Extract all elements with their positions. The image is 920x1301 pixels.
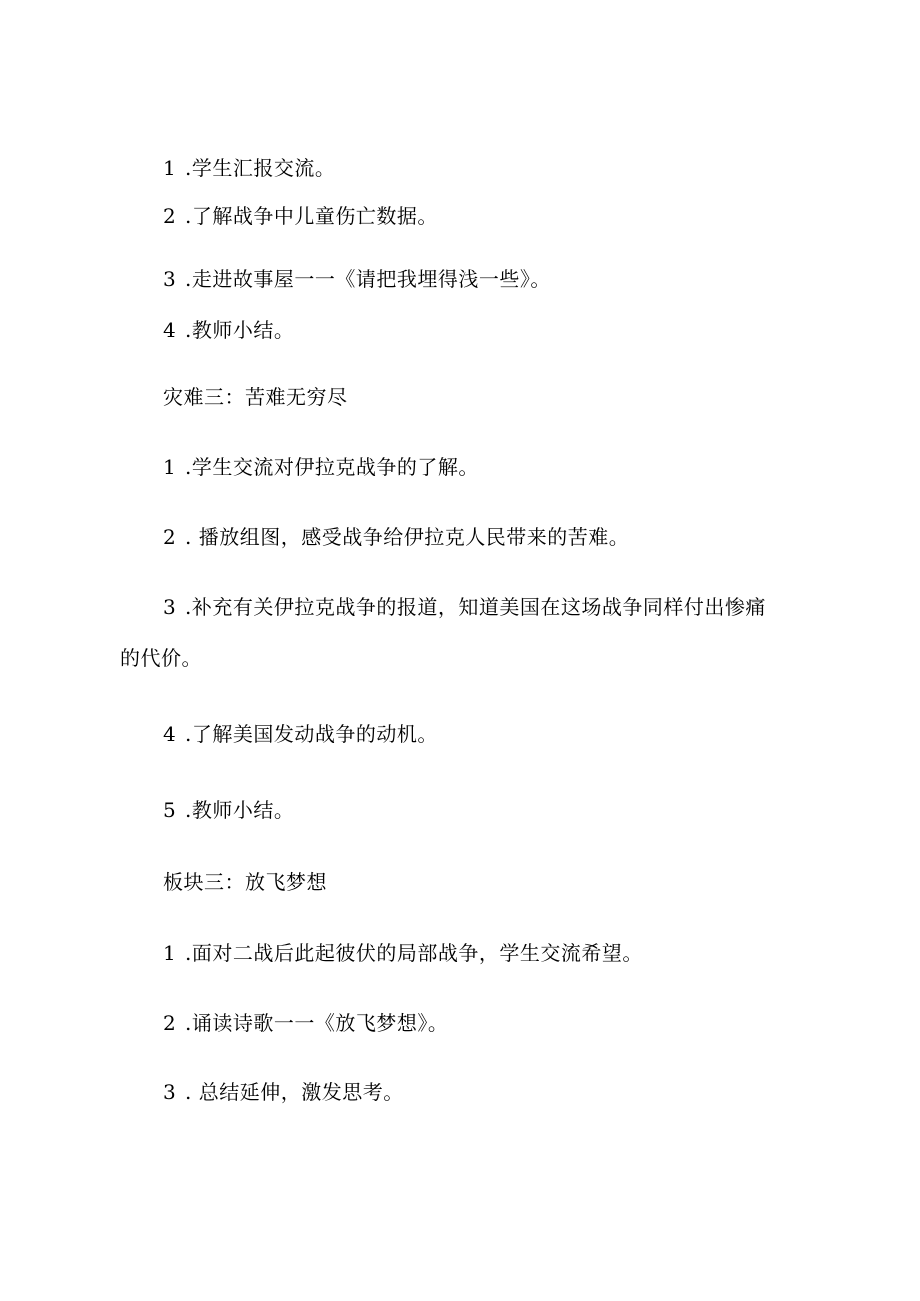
item-text: .教师小结。: [185, 798, 295, 822]
list-item: [163, 797, 294, 823]
item-text: . 总结延伸，激发思考。: [185, 1080, 404, 1104]
item-number: 2: [163, 204, 177, 228]
item-number: 2: [163, 1011, 177, 1035]
item-text: .诵读诗歌一一《放飞梦想》。: [185, 1011, 449, 1035]
item-number: 1: [163, 156, 177, 180]
item-text: .面对二战后此起彼伏的局部战争，学生交流希望。: [185, 941, 643, 965]
item-text: .了解美国发动战争的动机。: [185, 722, 438, 746]
item-text: . 播放组图，感受战争给伊拉克人民带来的苦难。: [185, 525, 630, 549]
list-item: [163, 721, 438, 747]
list-item: [163, 1010, 448, 1036]
section-heading: 灾难三：苦难无穷尽: [163, 385, 348, 409]
list-item: [163, 454, 479, 480]
list-item: [163, 203, 438, 229]
item-text: .走进故事屋一一《请把我埋得浅一些》。: [185, 267, 551, 291]
list-item: [163, 1079, 404, 1105]
item-number: 3: [163, 267, 177, 291]
section-heading: 板块三：放飞梦想: [163, 870, 327, 894]
item-text: .教师小结。: [185, 318, 295, 342]
item-text: .学生交流对伊拉克战争的了解。: [185, 455, 479, 479]
item-number: 1: [163, 941, 177, 965]
item-number: 3: [163, 1080, 177, 1104]
item-number: 5: [163, 798, 177, 822]
item-text: .补充有关伊拉克战争的报道，知道美国在这场战争同样付出惨痛: [185, 595, 766, 619]
list-item: [163, 594, 766, 620]
item-number: 3: [163, 595, 177, 619]
list-item: [163, 940, 643, 966]
list-item: [163, 317, 294, 343]
item-number: 4: [163, 722, 177, 746]
list-item: [163, 266, 551, 292]
list-item: [163, 155, 335, 181]
item-number: 2: [163, 525, 177, 549]
list-item-continuation: 的代价。: [120, 646, 202, 670]
item-text: .学生汇报交流。: [185, 156, 336, 180]
item-number: 1: [163, 455, 177, 479]
item-text: .了解战争中儿童伤亡数据。: [185, 204, 438, 228]
item-number: 4: [163, 318, 177, 342]
list-item: [163, 524, 629, 550]
